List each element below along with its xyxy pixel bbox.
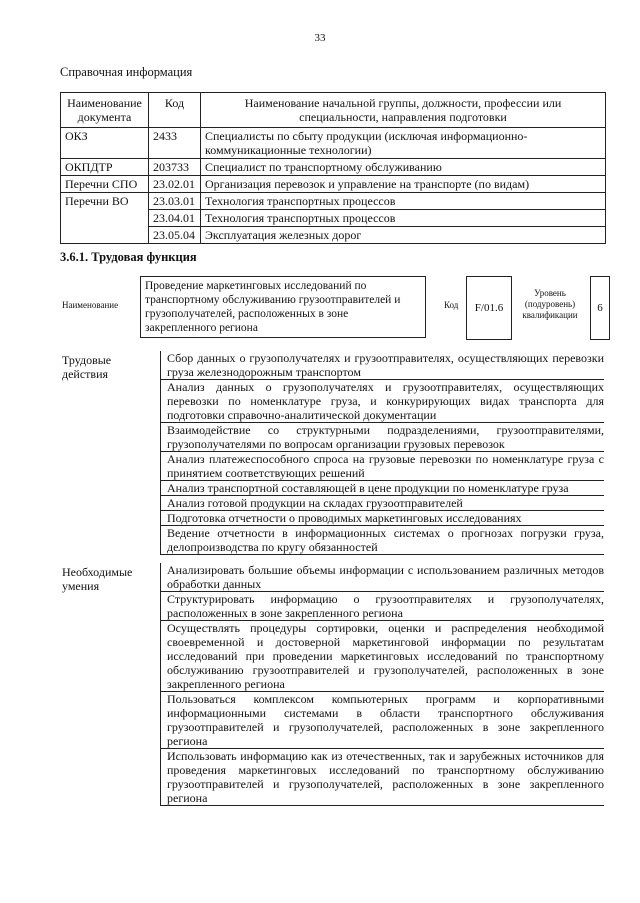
row-title: Эксплуатация железных дорог [201, 227, 606, 244]
row-code: 23.02.01 [149, 176, 201, 193]
function-code: F/01.6 [466, 276, 512, 340]
table-row [61, 227, 606, 244]
function-name-label: Наименование [62, 300, 119, 310]
table-row [61, 193, 606, 210]
row-title: Специалист по транспортному обслуживанию [201, 159, 606, 176]
row-document [61, 210, 149, 227]
header-code: Код [149, 93, 201, 128]
actions-label: Трудовые действия [62, 353, 112, 381]
header-title: Наименование начальной группы, должности, профессии или специальности, направления подготовки [201, 93, 606, 128]
list-item: Анализ платежеспособного спроса на грузовые перевозки по номенклатуре груза с принятием соответствующих решений [160, 452, 604, 481]
function-level-label: Уровень (подуровень) квалификации [522, 288, 578, 320]
list-item: Подготовка отчетности о проводимых маркетинговых исследованиях [160, 511, 604, 526]
actions-list [160, 351, 604, 555]
function-code-label: Код [444, 300, 459, 310]
skills-list [160, 563, 604, 806]
list-item: Анализировать большие объемы информации с использованием различных методов обработки данных [160, 563, 604, 592]
list-item: Использовать информацию как из отечественных, так и зарубежных источников для проведения маркетинговых исследований по транспортному обслуживанию грузоотправителей и грузополучателей, расположенных в зоне закрепленного региона [160, 749, 604, 806]
list-item: Осуществлять процедуры сортировки, оценки и распределения необходимой своевременной и достоверной маркетинговой информации по результатам исследований при проведении маркетинговых исследований по транспортному обслуживанию грузоотправителей и грузополучателей, расположенных в зоне закрепленного региона [160, 621, 604, 692]
table-row [61, 128, 606, 159]
row-title: Технология транспортных процессов [201, 193, 606, 210]
function-name: Проведение маркетинговых исследований по транспортному обслуживанию грузоотправителей и грузополучателей, расположенных в зоне закрепленного региона [140, 276, 426, 338]
row-document: Перечни СПО [61, 176, 149, 193]
row-title: Специалисты по сбыту продукции (исключая информационно-коммуникационные технологии) [201, 128, 606, 159]
row-code: 23.03.01 [149, 193, 201, 210]
row-code: 23.04.01 [149, 210, 201, 227]
list-item: Анализ транспортной составляющей в цене продукции по номенклатуре груза [160, 481, 604, 496]
list-item: Ведение отчетности в информационных системах о прогнозах погрузки груза, делопроизводства по кругу обязанностей [160, 526, 604, 555]
list-item: Пользоваться комплексом компьютерных программ и корпоративными информационными системами в области транспортного обслуживания грузоотправителей и грузополучателей, расположенных в зоне закрепленного региона [160, 692, 604, 749]
reference-table [60, 92, 606, 244]
list-item: Сбор данных о грузополучателях и грузоотправителях, осуществляющих перевозки груза железнодорожным транспортом [160, 351, 604, 380]
list-item: Анализ данных о грузополучателях и грузоотправителях, осуществляющих перевозки по номенклатуре груза, и конкурирующих видах транспорта для подготовки справочно-аналитической документации [160, 380, 604, 423]
list-item: Анализ готовой продукции на складах грузоотправителей [160, 496, 604, 511]
function-level: 6 [590, 276, 610, 340]
skills-label: Необходимые умения [62, 565, 133, 593]
row-document: Перечни ВО [61, 193, 149, 210]
list-item: Структурировать информацию о грузоотправителях и грузополучателях, расположенных в зоне закрепленного региона [160, 592, 604, 621]
row-code: 203733 [149, 159, 201, 176]
row-code: 23.05.04 [149, 227, 201, 244]
row-document: ОКЗ [61, 128, 149, 159]
row-title: Технология транспортных процессов [201, 210, 606, 227]
row-title: Организация перевозок и управление на транспорте (по видам) [201, 176, 606, 193]
reference-title: Справочная информация [60, 65, 193, 79]
table-row [61, 176, 606, 193]
row-code: 2433 [149, 128, 201, 159]
page-number: 33 [314, 32, 326, 44]
table-row [61, 159, 606, 176]
table-row [61, 210, 606, 227]
header-document: Наименование документа [61, 93, 149, 128]
row-document: ОКПДТР [61, 159, 149, 176]
list-item: Взаимодействие со структурными подразделениями, грузоотправителями, грузополучателями по вопросам организации грузовых перевозок [160, 423, 604, 452]
section-heading: 3.6.1. Трудовая функция [60, 250, 197, 264]
row-document [61, 227, 149, 244]
reference-header-row [61, 93, 606, 128]
